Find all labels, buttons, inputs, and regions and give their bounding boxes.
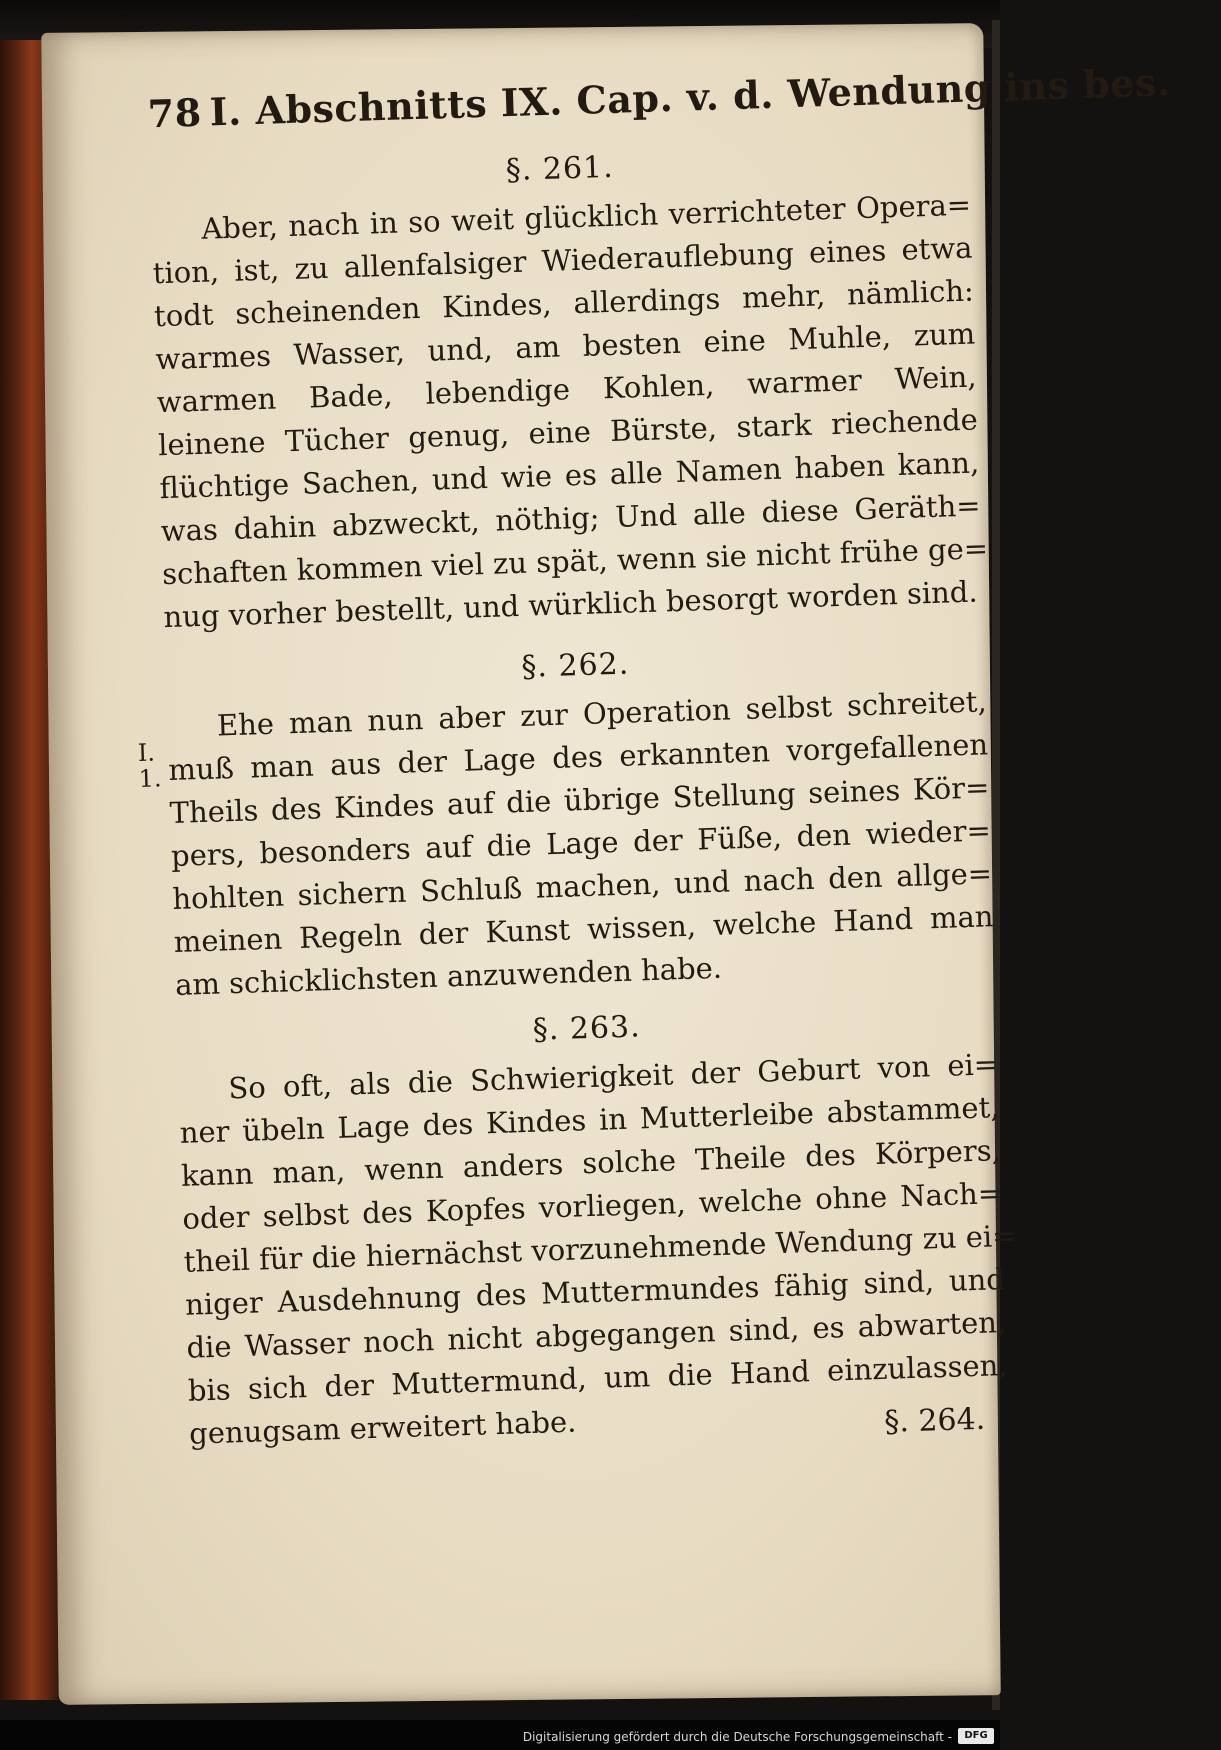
text-line: flüchtige Sachen, und wie es alle Namen haben kann, bbox=[158, 445, 980, 506]
section-mark: §. 261. bbox=[505, 149, 615, 189]
text-line: tion, ist, zu allenfalsiger Wiederauflebung eines etwa bbox=[152, 230, 973, 291]
text-line: die Wasser noch nicht abgegangen sind, es abwarten, bbox=[185, 1305, 1007, 1365]
text-line: muß man aus der Lage des erkannten vorgefallenen bbox=[167, 727, 989, 788]
margin-mark: 1. bbox=[138, 764, 162, 793]
text-line: warmen Bade, lebendige Kohlen, warmer Wein, bbox=[156, 359, 977, 420]
page-content bbox=[27, 14, 1172, 1715]
text-line: Theils des Kindes auf die übrige Stellung seines Kör= bbox=[169, 770, 990, 831]
text-line: theil für die hiernächst vorzunehmende Wendung zu ei= bbox=[183, 1218, 1017, 1279]
section-263 bbox=[176, 998, 1017, 1456]
book-page bbox=[41, 23, 1172, 1705]
text-line: meinen Regeln der Kunst wissen, welche Hand man bbox=[173, 899, 994, 959]
running-head bbox=[147, 59, 1172, 137]
text-line: nug vorher bestellt, und würklich besorgt worden sind. bbox=[163, 574, 979, 635]
text-line: So oft, als die Schwierigkeit der Geburt von ei= bbox=[227, 1047, 999, 1106]
section-text bbox=[151, 184, 989, 640]
text-line: niger Ausdehnung des Muttermundes fähig sind, und bbox=[184, 1262, 1006, 1322]
footer-bar bbox=[0, 1720, 1000, 1750]
dfg-logo-icon: DFG bbox=[958, 1728, 994, 1744]
page-number: 78 bbox=[147, 89, 203, 137]
text-line: schaften kommen viel zu spät, wenn sie nicht frühe ge= bbox=[161, 531, 989, 592]
section-262 bbox=[165, 635, 995, 1007]
text-line: Ehe man nun aber zur Operation selbst schreitet, bbox=[216, 684, 988, 743]
text-line: genugsam erweitert habe. bbox=[188, 1404, 577, 1451]
section-mark: §. 262. bbox=[520, 646, 630, 685]
text-line: ner übeln Lage des Kindes in Mutterleibe abstammet, bbox=[179, 1090, 1000, 1150]
footer-credit: Digitalisierung gefördert durch die Deutsche Forschungsgemeinschaft - bbox=[522, 1730, 952, 1744]
section-text bbox=[166, 680, 995, 1007]
section-text bbox=[178, 1043, 1017, 1456]
text-line: todt scheinenden Kindes, allerdings mehr, nämlich: bbox=[153, 273, 975, 334]
catchword: §. 264. bbox=[883, 1401, 986, 1440]
text-line: hohlten sichern Schluß machen, und nach den allge= bbox=[171, 856, 993, 916]
text-line: bis sich der Muttermund, um die Hand einzulassen, bbox=[187, 1348, 1009, 1408]
text-line: pers, besonders auf die Lage der Füße, den wieder= bbox=[170, 813, 992, 874]
margin-marks bbox=[137, 739, 162, 792]
text-line: Aber, nach in so weit glücklich verrichteter Opera= bbox=[200, 187, 972, 246]
text-line: am schicklichsten anzuwenden habe. bbox=[174, 950, 723, 1002]
text-line: warmes Wasser, und, am besten eine Muhle, zum bbox=[154, 316, 976, 377]
section-261 bbox=[149, 139, 989, 640]
margin-mark: I. bbox=[137, 738, 156, 768]
section-mark: §. 263. bbox=[532, 1009, 642, 1048]
text-line: leinene Tücher genug, eine Bürste, stark riechende bbox=[157, 402, 979, 463]
text-line: kann man, wenn anders solche Theile des Körpers, bbox=[180, 1133, 1002, 1193]
text-line: oder selbst des Kopfes vorliegen, welche ohne Nach= bbox=[181, 1176, 1003, 1236]
text-line: was dahin abzweckt, nöthig; Und alle diese Geräth= bbox=[160, 488, 981, 549]
running-head-title: I. Abschnitts IX. Cap. v. d. Wendung ins bes. bbox=[209, 59, 1172, 135]
